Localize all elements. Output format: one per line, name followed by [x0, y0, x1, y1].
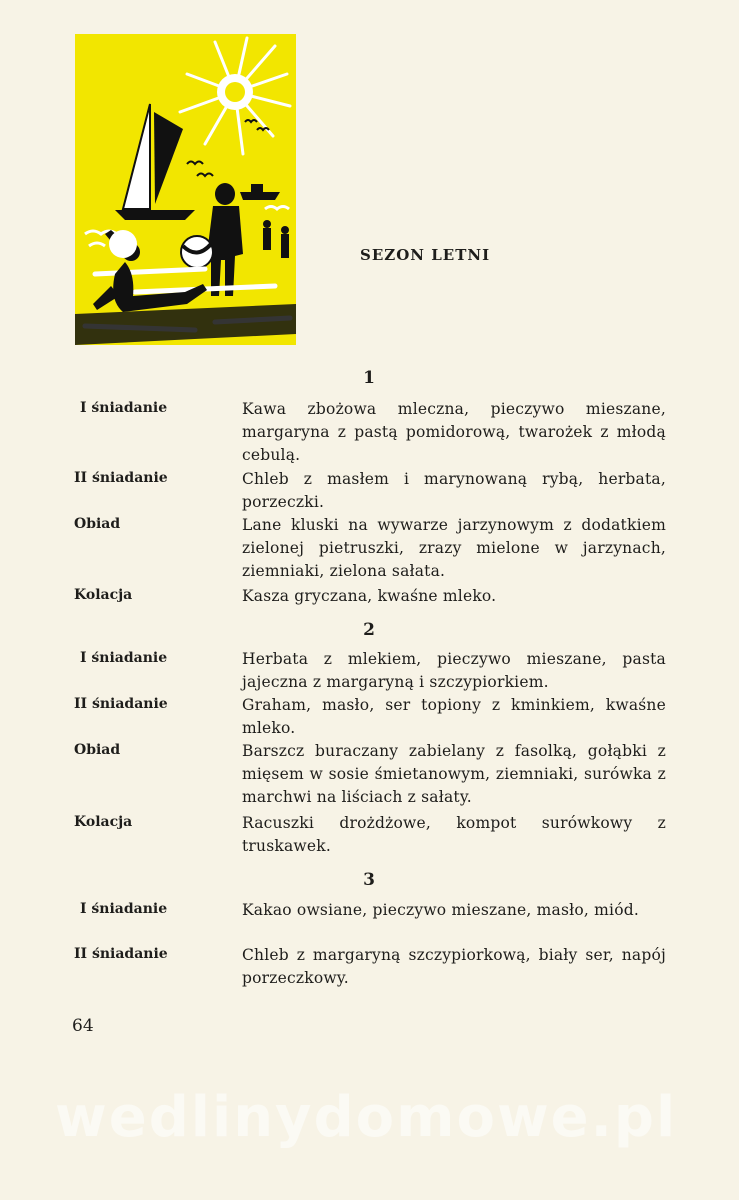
meal-description: Racuszki drożdżowe, kompot surówkowy z truskawek. — [242, 814, 666, 855]
meal-description: Graham, masło, ser topiony z kminkiem, kwaśne mleko. — [242, 696, 666, 737]
meal-label: I śniadanie — [80, 400, 168, 416]
menu-number: 1 — [363, 368, 375, 388]
meal-label: Kolacja — [74, 814, 133, 830]
meal-description: Kawa zbożowa mleczna, pieczywo mieszane, margaryna z pastą pomidorową, twarożek z młodą cebulą. — [242, 400, 666, 464]
meal-description: Lane kluski na wywarze jarzynowym z dodatkiem zielonej pietruszki, zrazy mielone w jarzynach, ziemniaki, zielona sałata. — [242, 516, 666, 580]
meal-description: Kasza gryczana, kwaśne mleko. — [242, 587, 497, 605]
meal-description: Herbata z mlekiem, pieczywo mieszane, pasta jajeczna z margaryną i szczypiorkiem. — [242, 650, 666, 691]
meal-description: Chleb z masłem i marynowaną rybą, herbata, porzeczki. — [242, 470, 666, 511]
meal-description: Chleb z margaryną szczypiorkową, biały ser, napój porzeczkowy. — [242, 946, 666, 987]
meal-label: II śniadanie — [74, 946, 168, 962]
meal-label: II śniadanie — [74, 696, 168, 712]
meal-label: I śniadanie — [80, 901, 168, 917]
section-title: SEZON LETNI — [360, 246, 491, 264]
page-number: 64 — [72, 1016, 94, 1036]
meal-label: Obiad — [74, 516, 121, 532]
meal-description: Kakao owsiane, pieczywo mieszane, masło, miód. — [242, 901, 639, 919]
menu-number: 3 — [363, 870, 375, 890]
meal-label: I śniadanie — [80, 650, 168, 666]
summer-beach-illustration-icon — [75, 34, 296, 345]
meal-label: Kolacja — [74, 587, 133, 603]
meal-description: Barszcz buraczany zabielany z fasolką, gołąbki z mięsem w sosie śmietanowym, ziemniaki, surówka z marchwi na liściach z sałaty. — [242, 742, 666, 806]
meal-label: II śniadanie — [74, 470, 168, 486]
watermark: wedlinydomowe.pl — [55, 1085, 678, 1150]
menu-number: 2 — [363, 620, 375, 640]
meal-label: Obiad — [74, 742, 121, 758]
